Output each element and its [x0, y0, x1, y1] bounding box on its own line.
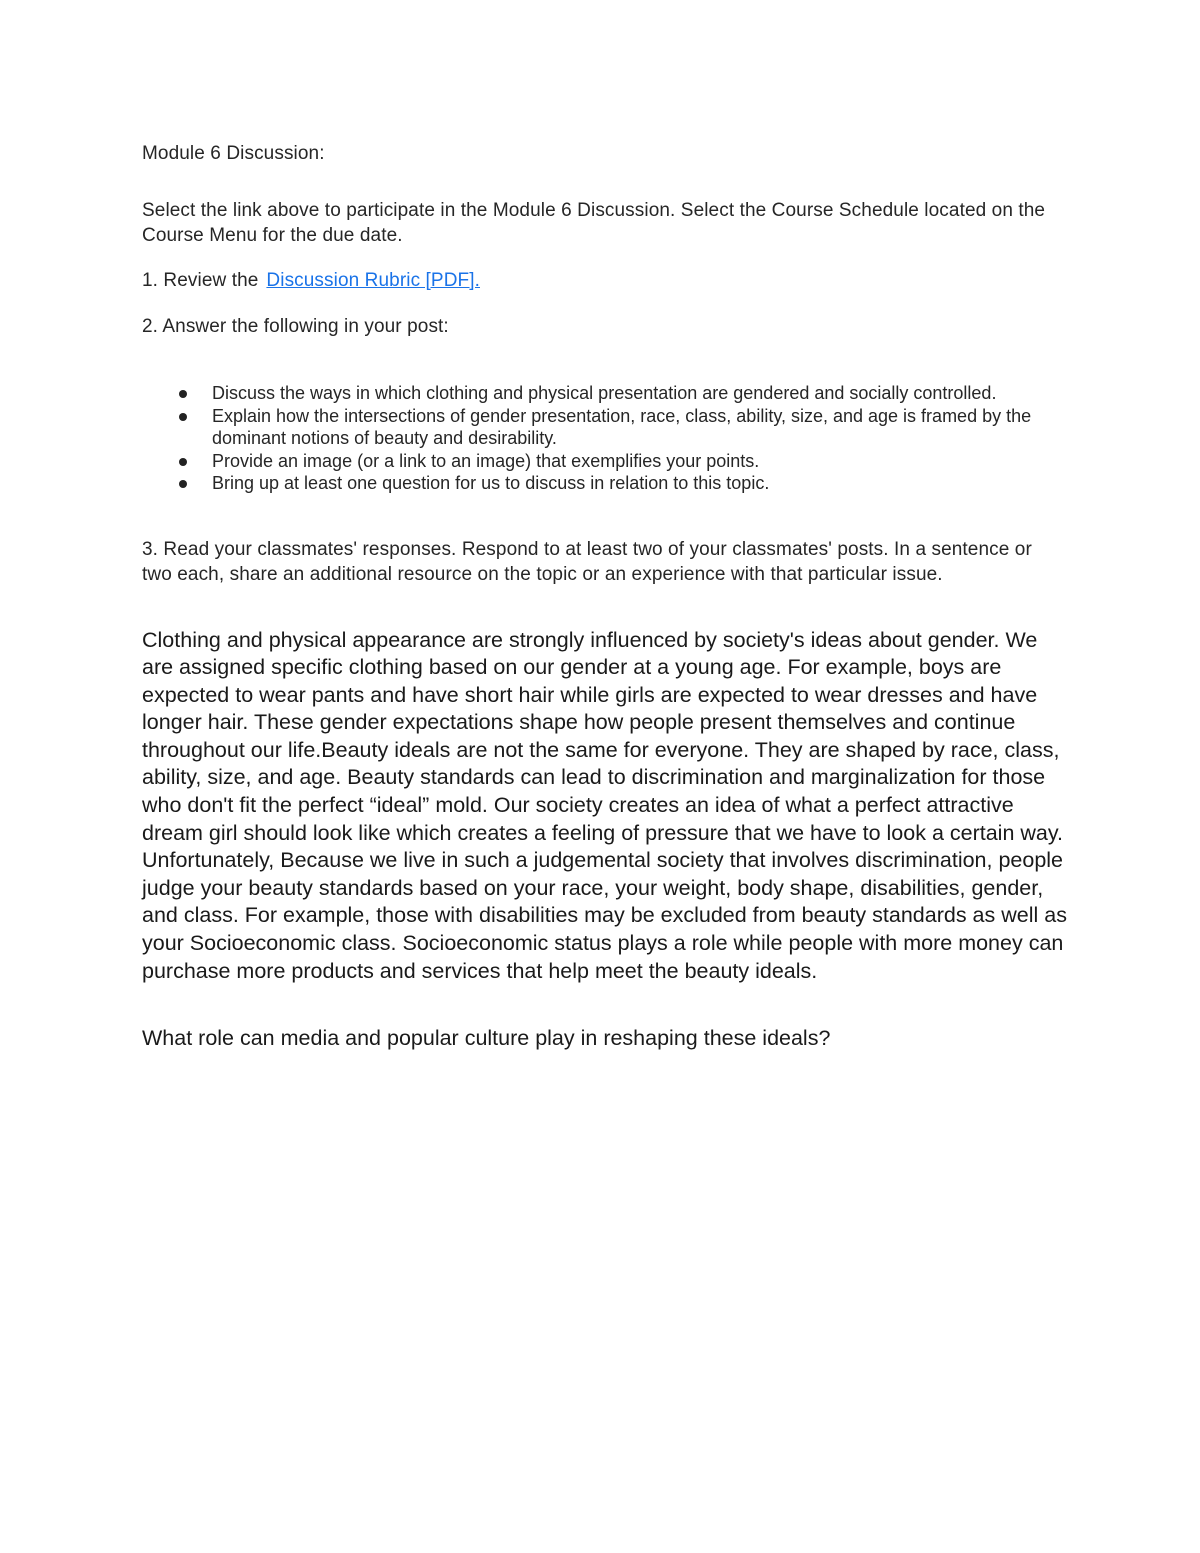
list-item: [212, 472, 1067, 495]
response-paragraph: Clothing and physical appearance are strongly influenced by society's ideas about gender. We are assigned specific clothing based on our gender at a young age. For example, boys are expected to wear pants and have short hair while girls are expected to wear dresses and have longer hair. These gender expectations shape how people present themselves and continue throughout our life.Beauty ideals are not the same for everyone. They are shaped by race, class, ability, size, and age. Beauty standards can lead to discrimination and marginalization for those who don't fit the perfect “ideal” mold. Our society creates an idea of what a perfect attractive dream girl should look like which creates a feeling of pressure that we have to look a certain way. Unfortunately, Because we live in such a judgemental society that involves discrimination, people judge your beauty standards based on your race, your weight, body shape, disabilities, gender, and class. For example, those with disabilities may be excluded from beauty standards as well as your Socioeconomic class. Socioeconomic status plays a role while people with more money can purchase more products and services that help meet the beauty ideals.: [142, 627, 1067, 983]
discussion-rubric-link[interactable]: Discussion Rubric [PDF].: [266, 270, 480, 291]
list-item-text: Explain how the intersections of gender presentation, race, class, ability, size, and age is framed by the dominant notions of beauty and desirability.: [212, 405, 1032, 448]
step-3: 3. Read your classmates' responses. Respond to at least two of your classmates' posts. In a sentence or two each, share an additional resource on the topic or an experience with that particular issue.: [142, 538, 1032, 585]
discussion-question: What role can media and popular culture play in reshaping these ideals?: [142, 1026, 831, 1051]
bullet-icon: [179, 413, 187, 421]
list-item-text: Discuss the ways in which clothing and physical presentation are gendered and socially controlled.: [212, 383, 997, 403]
step-2: 2. Answer the following in your post:: [142, 316, 449, 337]
step-1: [142, 268, 1067, 293]
bullet-icon: [179, 390, 187, 398]
list-item: [212, 450, 1067, 473]
page-title: Module 6 Discussion:: [142, 143, 325, 164]
requirements-list: [142, 382, 1067, 495]
intro-paragraph: Select the link above to participate in the Module 6 Discussion. Select the Course Schedule located on the Course Menu for the due date.: [142, 200, 1046, 246]
step-1-text: 1. Review the: [142, 270, 259, 291]
list-item: [212, 405, 1067, 450]
list-item: [212, 382, 1067, 405]
document-page: [142, 141, 1067, 1053]
list-item-text: Bring up at least one question for us to discuss in relation to this topic.: [212, 473, 770, 493]
bullet-icon: [179, 458, 187, 466]
list-item-text: Provide an image (or a link to an image) that exemplifies your points.: [212, 450, 760, 471]
bullet-icon: [179, 480, 187, 488]
